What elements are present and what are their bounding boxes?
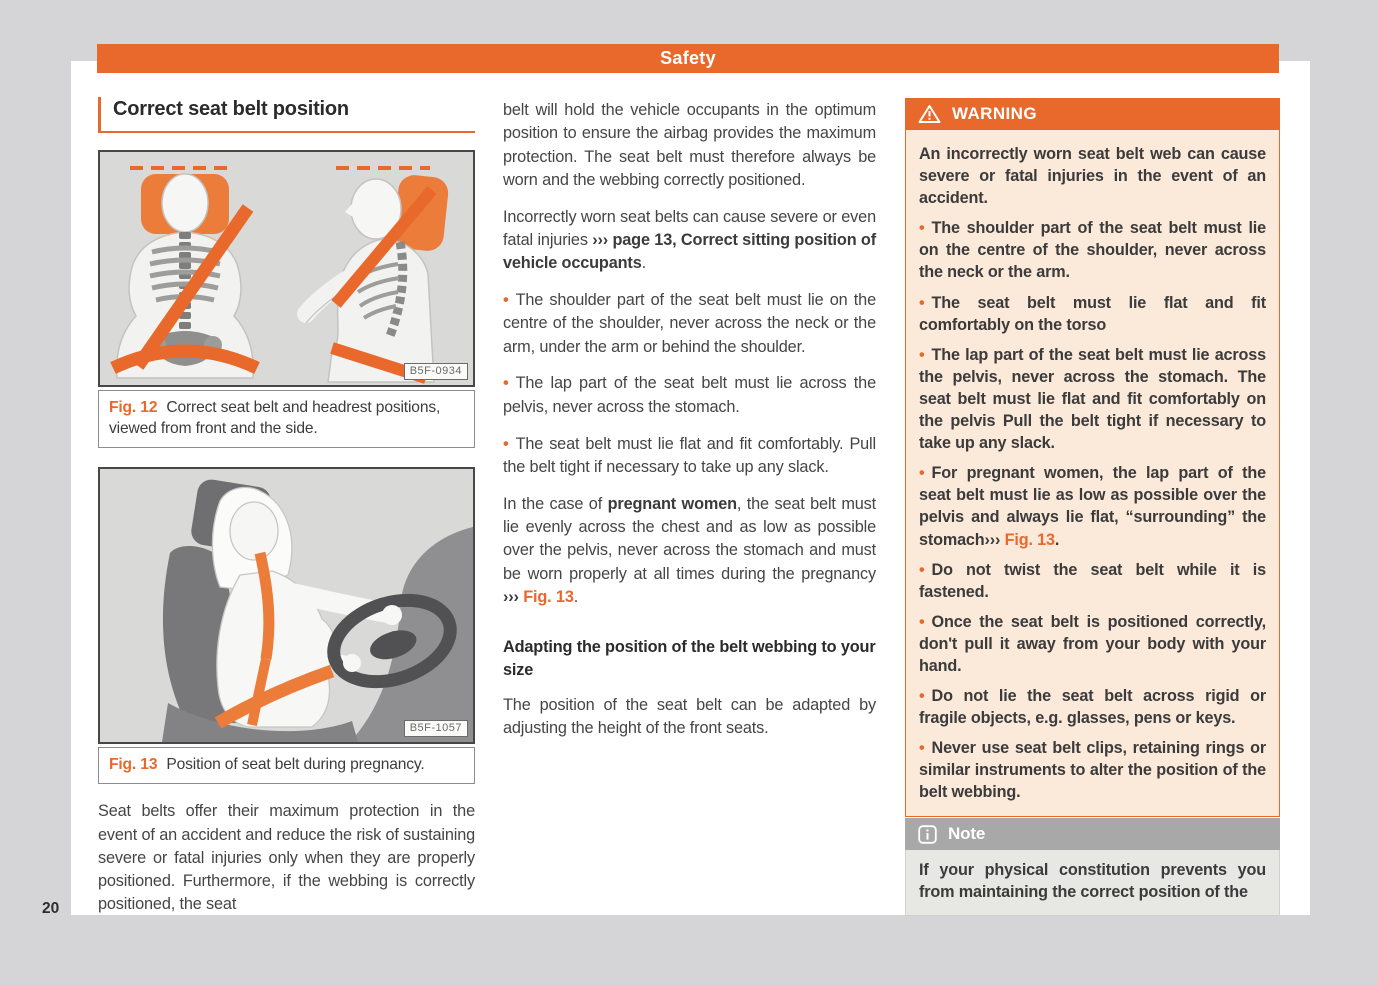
bullet-icon: • [503,291,509,310]
bullet-text: Once the seat belt is positioned correctly, don't pull it away from your body with your hand. [919,612,1266,675]
bullet-item [503,289,876,359]
fig12-caption-text: Correct seat belt and headrest positions, viewed from front and the side. [109,399,441,438]
paragraph: The position of the seat belt can be adapted by adjusting the height of the front seats. [503,695,876,738]
bullet-text: The shoulder part of the seat belt must lie on the centre of the shoulder, never across the neck or the arm. [919,219,1266,282]
warning-intro: An incorrectly worn seat belt web can cause severe or fatal injuries in the event of an accident. [919,145,1266,208]
bullet-text: For pregnant women, the lap part of the seat belt must lie as low as possible over the pelvis and always lie flat, “surrounding” the stomach [919,464,1266,549]
note-header [905,818,1280,850]
paragraph [503,493,876,609]
bullet-icon: • [503,434,509,453]
bullet-text: The seat belt must lie flat and fit comfortably on the torso [919,293,1266,334]
warning-body [905,130,1280,817]
bullet-text: The seat belt must lie flat and fit comfortably. Pull the belt tight if necessary to take up any slack. [503,434,876,476]
bullet-text: . [1054,530,1060,549]
right-column [905,98,1280,902]
paragraph: belt will hold the vehicle occupants in the optimum position to ensure the airbag provides the maximum protection. The seat belt must therefore always be worn and the webbing correctly positioned. [503,101,876,189]
bullet-icon: • [919,687,925,706]
bullet-item [503,433,876,480]
bullet-icon: • [919,739,925,758]
bullet-text: The lap part of the seat belt must lie across the pelvis, never across the stomach. The seat belt must lie flat and fit comfortably on the pelvis Pull the belt tight if necessary to take up any slack. [919,345,1266,453]
paragraph-text: In the case of [503,494,603,513]
bullet-icon: • [919,345,925,364]
fig13-label: Fig. 13 [109,756,158,774]
bullet-text: Do not lie the seat belt across rigid or fragile objects, e.g. glasses, pens or keys. [919,687,1266,728]
bullet-text: Never use seat belt clips, retaining rings or similar instruments to alter the position of the belt webbing. [919,739,1266,802]
warning-box [905,98,1280,817]
note-text: If your physical constitution prevents you from maintaining the correct position of the [905,850,1280,916]
page-title: Correct seat belt position [98,97,475,133]
bullet-icon: • [919,219,925,238]
bullet-text: The shoulder part of the seat belt must lie on the centre of the shoulder, never across the neck or the arm, under the arm or behind the shoulder. [503,291,876,356]
pregnant-driver-illustration [100,469,473,742]
warning-bullet [919,217,1266,283]
bullet-text: The lap part of the seat belt must lie across the pelvis, never across the stomach. [503,374,876,416]
chevrons: ››› [503,587,519,606]
bullet-text: Do not twist the seat belt while it is fastened. [919,560,1266,601]
cross-reference: ››› page 13, Correct sitting position of vehicle occupants [503,230,876,273]
fig12-caption [98,390,475,448]
paragraph-text: . [641,254,646,273]
left-column [98,97,475,917]
warning-bullet [919,685,1266,729]
fig13-caption-text: Position of seat belt during pregnancy. [166,756,425,774]
paragraph [503,206,876,276]
bullet-icon: • [919,293,925,312]
fig12-label: Fig. 12 [109,399,158,417]
section-title: Safety [660,48,716,68]
warning-bullet [919,611,1266,677]
bullet-item [503,372,876,419]
info-icon [918,825,937,844]
warning-title: WARNING [952,104,1037,124]
figure-reference: Fig. 13 [1004,530,1055,549]
middle-column [503,99,876,754]
warning-header [905,98,1280,130]
bullet-icon: • [919,612,925,631]
bullet-icon: • [503,374,509,393]
seatbelt-skeleton-illustration [100,152,473,385]
emphasis-text: pregnant women [607,494,737,513]
paragraph-text: . [573,587,579,606]
bullet-icon: • [919,464,925,483]
warning-bullet [919,462,1266,550]
warning-triangle-icon [918,104,941,124]
chevrons: ››› [984,530,1001,549]
paragraph-text: , the seat belt must lie evenly across the chest and as low as possible over the pelvis, never across the stomach and must be worn properly at all times during the pregnancy [503,494,876,583]
fig13-caption [98,747,475,784]
section-header-bar [97,44,1279,73]
note-title: Note [948,824,986,844]
sub-heading: Adapting the position of the belt webbing to your size [503,638,876,680]
fig13-code-badge: B5F-1057 [404,720,468,737]
warning-bullet [919,344,1266,454]
bullet-icon: • [919,560,925,579]
page-number: 20 [42,900,60,917]
fig12-code-badge: B5F-0934 [404,363,468,380]
figure-reference: Fig. 13 [523,587,574,606]
warning-bullet [919,292,1266,336]
note-box [905,818,1280,916]
figure-13 [98,467,475,744]
warning-bullet [919,737,1266,803]
warning-bullet [919,559,1266,603]
figure-12 [98,150,475,387]
paragraph-text: Incorrectly worn seat belts can cause severe or even fatal injuries [503,207,876,249]
paragraph: Seat belts offer their maximum protection in the event of an accident and reduce the risk of sustaining severe or fatal injuries only when they are properly positioned. Furthermore, if the webbing is correctly positioned, the seat [98,802,475,914]
